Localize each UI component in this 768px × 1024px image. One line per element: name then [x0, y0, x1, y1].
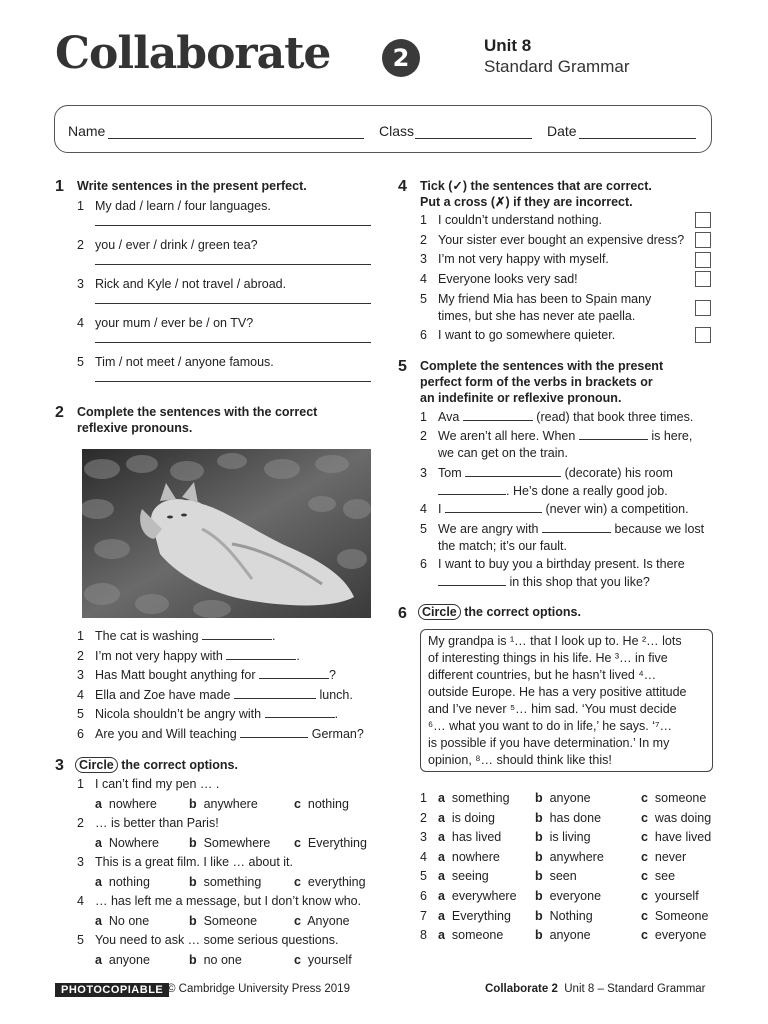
answer-blank[interactable]	[234, 686, 316, 699]
exercise-4-number: 4	[398, 178, 407, 195]
answer-blank[interactable]	[202, 627, 272, 640]
answer-line[interactable]	[95, 264, 371, 265]
exercise-3-questions	[77, 776, 377, 971]
list-item: 4 your mum / ever be / on TV?	[77, 315, 377, 354]
option-c[interactable]: c Anyone	[294, 914, 350, 928]
date-label: Date	[547, 123, 577, 139]
option-b[interactable]: b no one	[189, 953, 242, 967]
tick-box[interactable]	[695, 212, 711, 228]
tick-box[interactable]	[695, 232, 711, 248]
list-item: 1 The cat is washing .	[77, 629, 276, 643]
exercise-1-title: Write sentences in the present perfect.	[77, 179, 307, 193]
answer-line[interactable]	[95, 381, 371, 382]
exercise-4-title: Tick (✓) the sentences that are correct. Put a cross (✗) if they are incorrect.	[420, 179, 652, 209]
list-item: 2 you / ever / drink / green tea?	[77, 237, 377, 276]
answer-blank[interactable]	[445, 500, 542, 513]
list-item: 5 Nicola shouldn’t be angry with .	[77, 707, 339, 722]
option-c[interactable]: c have lived	[641, 830, 712, 845]
class-label: Class	[379, 123, 415, 139]
option-row: 7 a Everything b Nothing c Someone	[420, 908, 709, 923]
option-a[interactable]: a someone	[438, 928, 504, 943]
ex4-item-5: 5 My friend Mia has been to Spain many times, but she has never ate paella.	[420, 292, 652, 323]
ex5-item-5: 5 We are angry with because we lost the match; it’s our fault.	[420, 522, 705, 553]
option-c[interactable]: c everyone	[641, 928, 707, 943]
exercise-6-title: Circle the correct options.	[418, 604, 581, 620]
option-c[interactable]: c Everything	[294, 836, 367, 850]
option-row: 1 a something b anyone c someone	[420, 791, 707, 805]
exercise-5-title: Complete the sentences with the present perfect form of the verbs in brackets or an indefinite or reflexive pronoun.	[420, 359, 664, 405]
answer-blank[interactable]	[542, 520, 611, 533]
option-a[interactable]: a anyone	[95, 953, 150, 967]
exercise-1-items	[77, 198, 377, 393]
name-field[interactable]	[108, 138, 364, 139]
option-c[interactable]: c yourself	[641, 888, 699, 903]
exercise-2-number: 2	[55, 404, 64, 421]
option-a[interactable]: a No one	[95, 914, 150, 928]
list-item: 1 My dad / learn / four languages.	[77, 198, 377, 237]
ex5-item-4: 4 I (never win) a competition.	[420, 502, 689, 516]
story-text-box: My grandpa is ¹… that I look up to. He ²… lots of interesting things in his life. He ³… in five different countries, but he hasn’t lived ⁴… outside Europe. He has a very positive attitude and I’ve never ⁵… him sad. ‘You must decide ⁶… what you want to do in life,’ he says. ‘⁷… is possible if you have determination.’ In my opinion, ⁸… should think like this!	[420, 629, 713, 772]
option-b[interactable]: b seen	[535, 869, 577, 884]
exercise-3-number: 3	[55, 757, 64, 774]
option-b[interactable]: b everyone	[535, 888, 602, 903]
option-a[interactable]: a Everything	[438, 908, 511, 923]
answer-blank[interactable]	[579, 427, 648, 440]
answer-blank[interactable]	[463, 408, 533, 421]
option-b[interactable]: b anyone	[535, 791, 591, 805]
option-a[interactable]: a everywhere	[438, 888, 517, 903]
ex4-item-1: 1 I couldn’t understand nothing.	[420, 213, 603, 227]
answer-blank[interactable]	[438, 482, 506, 495]
ex5-item-2: 2 We aren’t all here. When is here, we can get on the train.	[420, 429, 693, 460]
exercise-2-title: Complete the sentences with the correct reflexive pronouns.	[77, 405, 318, 435]
option-b[interactable]: b Somewhere	[189, 836, 271, 850]
option-b[interactable]: b something	[189, 875, 262, 889]
tick-box[interactable]	[695, 271, 711, 287]
option-c[interactable]: c everything	[294, 875, 366, 889]
worksheet-subtitle: Standard Grammar	[484, 57, 630, 76]
ex4-item-2: 2 Your sister ever bought an expensive dress?	[420, 233, 685, 247]
exercise-2-items	[77, 627, 377, 745]
question-item: 5 You need to ask … some serious questions. a anyone b no one c yourself	[77, 933, 352, 967]
cat-photo	[82, 449, 371, 618]
option-b[interactable]: b anyone	[535, 928, 591, 943]
answer-blank[interactable]	[438, 573, 506, 586]
option-c[interactable]: c never	[641, 849, 687, 864]
option-a[interactable]: a nowhere	[438, 849, 500, 864]
question-item: 3 This is a great film. I like … about it. a nothing b something c everything	[77, 855, 366, 889]
photocopiable-badge: PHOTOCOPIABLE	[55, 983, 169, 997]
option-c[interactable]: c was doing	[641, 810, 712, 825]
exercise-3-title: Circle the correct options.	[75, 757, 238, 773]
logo-level-badge: 2	[382, 39, 420, 77]
option-a[interactable]: a nothing	[95, 875, 150, 889]
option-b[interactable]: b Nothing	[535, 908, 593, 923]
list-item: 2 I’m not very happy with .	[77, 648, 300, 663]
ex4-item-6: 6 I want to go somewhere quieter.	[420, 328, 616, 342]
option-row: 6 a everywhere b everyone c yourself	[420, 888, 699, 903]
tick-box[interactable]	[695, 252, 711, 268]
exercise-6-number: 6	[398, 605, 407, 622]
option-a[interactable]: a seeing	[438, 869, 489, 884]
option-b[interactable]: b anywhere	[535, 849, 604, 864]
name-label: Name	[68, 123, 106, 139]
option-b[interactable]: b is living	[535, 830, 591, 845]
ex5-item-1: 1 Ava (read) that book three times.	[420, 410, 694, 424]
cat-illustration	[82, 449, 371, 618]
ex5-item-6: 6 I want to buy you a birthday present. Is there in this shop that you like?	[420, 557, 685, 589]
tick-box[interactable]	[695, 327, 711, 343]
list-item: 5 Tim / not meet / anyone famous.	[77, 354, 377, 393]
answer-line[interactable]	[95, 225, 371, 226]
list-item: 4 Ella and Zoe have made lunch.	[77, 687, 353, 702]
option-a[interactable]: a has lived	[438, 830, 502, 845]
ex4-item-4: 4 Everyone looks very sad!	[420, 272, 578, 286]
answer-blank[interactable]	[226, 647, 296, 660]
option-row: 8 a someone b anyone c everyone	[420, 928, 707, 943]
answer-line[interactable]	[95, 342, 371, 343]
answer-blank[interactable]	[265, 705, 335, 718]
class-field[interactable]	[415, 138, 532, 139]
ex5-item-3: 3 Tom (decorate) his room . He’s done a really good job.	[420, 466, 673, 498]
option-b[interactable]: b Someone	[189, 914, 258, 928]
exercise-5-number: 5	[398, 358, 407, 375]
option-row: 3 a has lived b is living c have lived	[420, 830, 712, 845]
option-c[interactable]: c someone	[641, 791, 707, 805]
option-c[interactable]: c yourself	[294, 953, 352, 967]
exercise-1-number: 1	[55, 178, 64, 195]
option-row: 2 a is doing b has done c was doing	[420, 810, 712, 825]
ex4-item-3: 3 I’m not very happy with myself.	[420, 252, 609, 266]
tick-box[interactable]	[695, 300, 711, 316]
option-c[interactable]: c Someone	[641, 908, 709, 923]
answer-blank[interactable]	[259, 666, 329, 679]
list-item: 3 Rick and Kyle / not travel / abroad.	[77, 276, 377, 315]
collaborate-logo: Collaborate	[55, 28, 331, 79]
copyright-text: © Cambridge University Press 2019	[167, 983, 350, 995]
option-a[interactable]: a is doing	[438, 810, 495, 825]
answer-blank[interactable]	[240, 725, 308, 738]
unit-title: Unit 8	[484, 36, 532, 55]
option-b[interactable]: b anywhere	[189, 797, 258, 811]
exercise-6-options	[420, 790, 720, 947]
question-item: 4 … has left me a message, but I don’t know who. a No one b Someone c Anyone	[77, 894, 362, 928]
option-b[interactable]: b has done	[535, 810, 602, 825]
answer-line[interactable]	[95, 303, 371, 304]
option-c[interactable]: c see	[641, 869, 676, 884]
footer-right: Collaborate 2 Unit 8 – Standard Grammar	[485, 983, 706, 995]
option-row: 5 a seeing b seen c see	[420, 869, 676, 884]
date-field[interactable]	[579, 138, 696, 139]
question-item: 1 I can’t find my pen … . a nowhere b anywhere c nothing	[77, 777, 349, 811]
list-item: 3 Has Matt bought anything for ?	[77, 668, 336, 683]
option-a[interactable]: a Nowhere	[95, 836, 159, 850]
option-c[interactable]: c nothing	[294, 797, 349, 811]
option-row: 4 a nowhere b anywhere c never	[420, 849, 687, 864]
option-a[interactable]: a nowhere	[95, 797, 157, 811]
option-a[interactable]: a something	[438, 791, 510, 805]
answer-blank[interactable]	[465, 464, 561, 477]
question-item: 2 … is better than Paris! a Nowhere b Somewhere c Everything	[77, 816, 367, 850]
list-item: 6 Are you and Will teaching German?	[77, 726, 364, 741]
